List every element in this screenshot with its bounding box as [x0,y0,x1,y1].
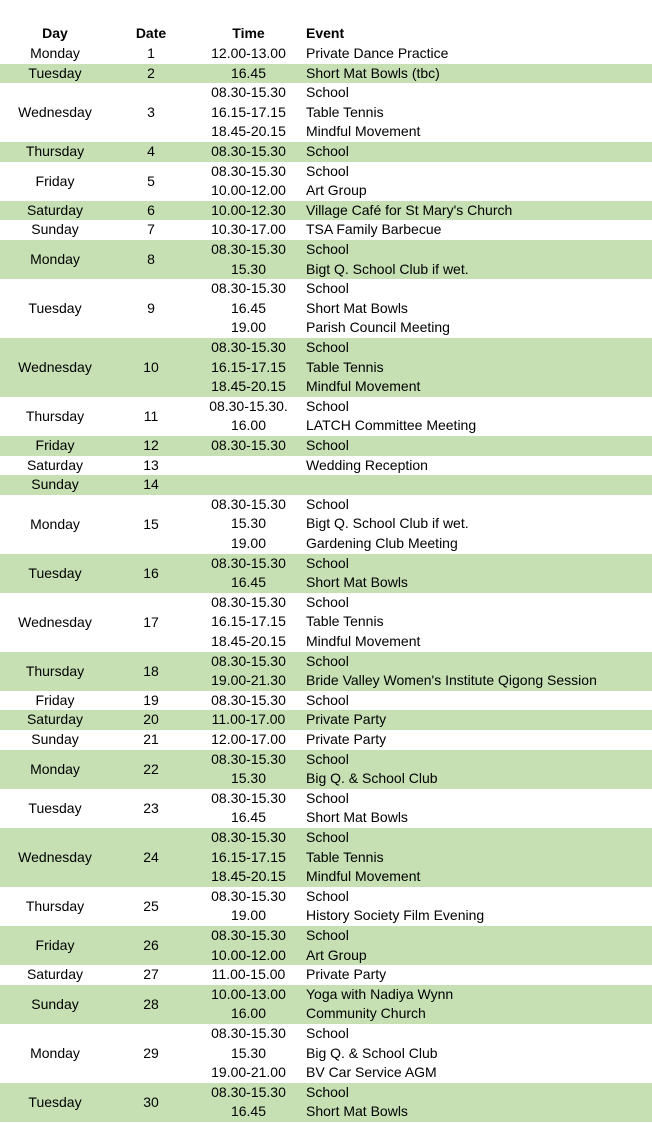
time-cell: 10.00-12.00 [211,182,286,199]
day-cell: Saturday [26,711,84,728]
event-cell: Parish Council Meeting [306,319,450,336]
day-cell: Saturday [26,456,84,473]
event-cell: Big Q. & School Club [306,1044,438,1061]
day-cell: Monday [30,45,80,61]
day-cell: Wednesday [18,613,92,630]
time-cell: 19.00-21.30 [211,672,286,689]
day-cell: Thursday [25,897,85,914]
day-cell: Sunday [31,995,79,1012]
event-cell: Art Group [306,182,367,199]
time-cell: 08.30-15.30 [211,339,286,355]
date-cell: 4 [147,143,155,159]
day-cell: Thursday [25,407,85,424]
event-cell: Art Group [306,946,367,963]
date-cell: 26 [143,937,159,953]
date-cell: 25 [143,897,159,914]
table-row [0,201,652,221]
day-cell: Tuesday [28,300,82,317]
table-row [0,593,652,652]
day-cell: Friday [35,437,75,453]
time-cell: 08.30-15.30 [211,887,286,904]
event-cell: Short Mat Bowls [306,1103,408,1120]
header-time: Time [232,25,265,41]
time-cell: 19.00-21.00 [211,1064,286,1081]
time-cell: 08.30-15.30 [211,280,286,297]
time-cell: 08.30-15.30 [211,789,286,806]
date-cell: 10 [143,359,159,375]
day-cell: Monday [30,251,80,267]
event-cell: School [306,1083,349,1100]
time-cell: 12.00-13.00 [211,45,286,61]
time-cell: 08.30-15.30 [211,143,286,159]
event-cell: Short Mat Bowls (tbc) [306,64,440,81]
date-cell: 3 [147,104,155,121]
time-cell: 11.00-17.00 [211,711,286,728]
event-cell: LATCH Committee Meeting [306,417,477,434]
time-cell: 15.30 [230,1044,267,1061]
day-cell: Monday [30,515,80,532]
time-cell: 10.00-12.30 [211,201,286,218]
event-cell: School [306,280,349,297]
table-row [0,495,652,554]
event-cell: History Society Film Evening [306,907,485,924]
time-cell: 18.45-20.15 [211,632,286,649]
time-cell: 15.30 [230,260,267,277]
event-cell: School [306,554,349,571]
table-row [0,710,652,730]
time-cell: 18.45-20.15 [211,378,286,395]
time-cell: 08.30-15.30 [211,829,286,845]
day-cell: Sunday [31,476,79,493]
day-cell: Tuesday [28,799,82,816]
event-cell: School [306,339,349,355]
day-cell: Wednesday [18,359,92,375]
event-cell: School [306,887,349,904]
table-row [0,926,652,965]
date-cell: 6 [147,201,155,218]
event-cell: School [306,495,349,512]
day-cell: Monday [30,760,80,777]
time-cell: 19.00 [230,907,267,924]
date-cell: 19 [143,691,159,708]
event-cell: Table Tennis [306,103,384,120]
day-cell: Sunday [31,221,79,238]
event-cell: Mindful Movement [306,123,421,140]
time-cell: 18.45-20.15 [211,868,286,885]
time-cell: 19.00 [230,319,267,336]
event-cell: Private Party [306,731,387,747]
date-cell: 14 [143,476,159,493]
time-cell: 16.15-17.15 [211,358,286,375]
event-cell: Mindful Movement [306,378,421,395]
time-cell: 19.00 [230,534,267,551]
event-cell: School [306,397,349,414]
date-cell: 15 [143,515,159,532]
day-cell: Wednesday [18,104,92,121]
date-cell: 28 [143,995,159,1012]
time-cell: 10.00-13.00 [211,985,286,1002]
event-cell: Mindful Movement [306,868,421,885]
event-cell: School [306,143,349,159]
time-cell: 08.30-15.30 [211,750,286,767]
table-row [0,789,652,828]
day-cell: Saturday [26,201,84,218]
time-cell: 15.30 [230,515,267,532]
date-cell: 18 [143,662,159,679]
event-cell: School [306,162,349,179]
time-cell: 08.30-15.30 [211,1083,286,1100]
time-cell: 08.30-15.30 [211,652,286,669]
date-cell: 8 [147,251,155,267]
time-cell: 12.00-17.00 [211,731,286,747]
time-cell: 08.30-15.30 [211,691,286,708]
event-cell: School [306,437,349,453]
day-cell: Monday [30,1045,80,1061]
date-cell: 23 [143,799,159,816]
date-cell: 11 [143,407,159,424]
table-row [0,730,652,750]
table-row [0,985,652,1024]
table-row [0,220,652,240]
time-cell: 08.30-15.30. [209,397,288,414]
time-cell: 15.30 [230,770,267,787]
event-cell: Bigt Q. School Club if wet. [306,260,469,277]
day-cell: Wednesday [18,849,92,865]
table-row [0,456,652,476]
header-date: Date [135,25,167,41]
time-cell: 16.15-17.15 [211,103,286,120]
table-row [0,750,652,789]
table-row [0,965,652,985]
time-cell: 08.30-15.30 [211,554,286,571]
time-cell: 08.30-15.30 [211,593,286,610]
event-cell: Wedding Reception [306,456,428,473]
time-cell: 10.00-12.00 [211,946,286,963]
event-cell: School [306,691,349,708]
time-cell: 08.30-15.30 [211,84,286,101]
time-cell: 16.45 [230,1103,267,1120]
time-cell: 08.30-15.30 [211,927,286,943]
day-cell: Friday [35,172,75,189]
table-row [0,279,652,338]
date-cell: 16 [143,564,159,581]
table-row [0,652,652,691]
event-cell: Table Tennis [306,358,384,375]
date-cell: 22 [143,760,159,777]
table-row [0,828,652,887]
time-cell: 08.30-15.30 [211,495,286,512]
event-cell: Gardening Club Meeting [306,534,458,551]
event-cell: School [306,1025,349,1041]
table-row [0,142,652,162]
event-cell: Mindful Movement [306,632,421,649]
time-cell: 16.00 [230,417,267,434]
date-cell: 9 [147,300,155,317]
day-cell: Friday [35,691,75,708]
event-cell: TSA Family Barbecue [306,221,442,238]
event-cell: Community Church [306,1005,426,1022]
date-cell: 2 [147,64,155,81]
table-row [0,1024,652,1083]
event-cell: Yoga with Nadiya Wynn [306,985,454,1002]
date-cell: 20 [143,711,159,728]
table-row [0,691,652,711]
time-cell: 16.15-17.15 [211,613,286,630]
event-cell: School [306,750,349,767]
event-cell: Table Tennis [306,613,384,630]
header-event: Event [306,25,345,41]
event-cell: Private Dance Practice [306,45,449,61]
event-cell: Short Mat Bowls [306,299,408,316]
day-cell: Saturday [26,966,84,983]
event-cell: Private Party [306,711,387,728]
event-cell: Table Tennis [306,848,384,865]
day-cell: Sunday [31,731,79,747]
event-cell: Bigt Q. School Club if wet. [306,515,469,532]
table-row [0,162,652,201]
time-cell: 16.00 [230,1005,267,1022]
time-cell: 16.15-17.15 [211,848,286,865]
table-row [0,64,652,84]
event-cell: BV Car Service AGM [306,1064,437,1081]
event-cell: Private Party [306,966,387,983]
date-cell: 24 [143,849,159,865]
time-cell: 08.30-15.30 [211,1025,286,1041]
time-cell: 16.45 [230,809,267,826]
date-cell: 5 [147,172,155,189]
event-cell: School [306,84,349,101]
header-day: Day [42,25,68,41]
date-cell: 30 [143,1093,159,1110]
event-cell: School [306,927,349,943]
table-row [0,475,652,495]
time-cell: 11.00-15.00 [211,966,286,983]
date-cell: 13 [143,456,159,473]
event-cell: School [306,829,349,845]
table-row [0,83,652,142]
event-cell: Short Mat Bowls [306,809,408,826]
table-row [0,1083,652,1122]
day-cell: Tuesday [28,564,82,581]
date-cell: 12 [143,437,159,453]
date-cell: 17 [143,613,159,630]
table-row [0,397,652,436]
day-cell: Tuesday [28,64,82,81]
event-cell: Short Mat Bowls [306,574,408,591]
time-cell: 18.45-20.15 [211,123,286,140]
time-cell: 08.30-15.30 [211,437,286,453]
table-row [0,44,652,64]
day-cell: Friday [35,937,75,953]
table-row [0,887,652,926]
date-cell: 7 [147,221,155,238]
time-cell: 16.45 [230,64,267,81]
time-cell: 10.30-17.00 [211,221,286,238]
time-cell: 08.30-15.30 [211,241,286,257]
day-cell: Thursday [25,143,85,159]
date-cell: 27 [143,966,159,983]
table-row [0,338,652,397]
event-cell: Big Q. & School Club [306,770,438,787]
event-cell: School [306,789,349,806]
date-cell: 21 [143,731,159,747]
day-cell: Thursday [25,662,85,679]
event-cell: Bride Valley Women's Institute Qigong Session [306,672,597,689]
event-cell: School [306,652,349,669]
event-cell: School [306,241,349,257]
table-row [0,240,652,279]
time-cell: 16.45 [230,574,267,591]
event-cell: Village Café for St Mary's Church [306,201,513,218]
date-cell: 1 [147,45,155,61]
table-row [0,554,652,593]
event-cell: School [306,593,349,610]
time-cell [192,456,305,476]
time-cell: 16.45 [230,299,267,316]
table-row [0,436,652,456]
date-cell: 29 [143,1045,159,1061]
time-cell: 08.30-15.30 [211,162,286,179]
day-cell: Tuesday [28,1093,82,1110]
time-cell [192,475,305,495]
